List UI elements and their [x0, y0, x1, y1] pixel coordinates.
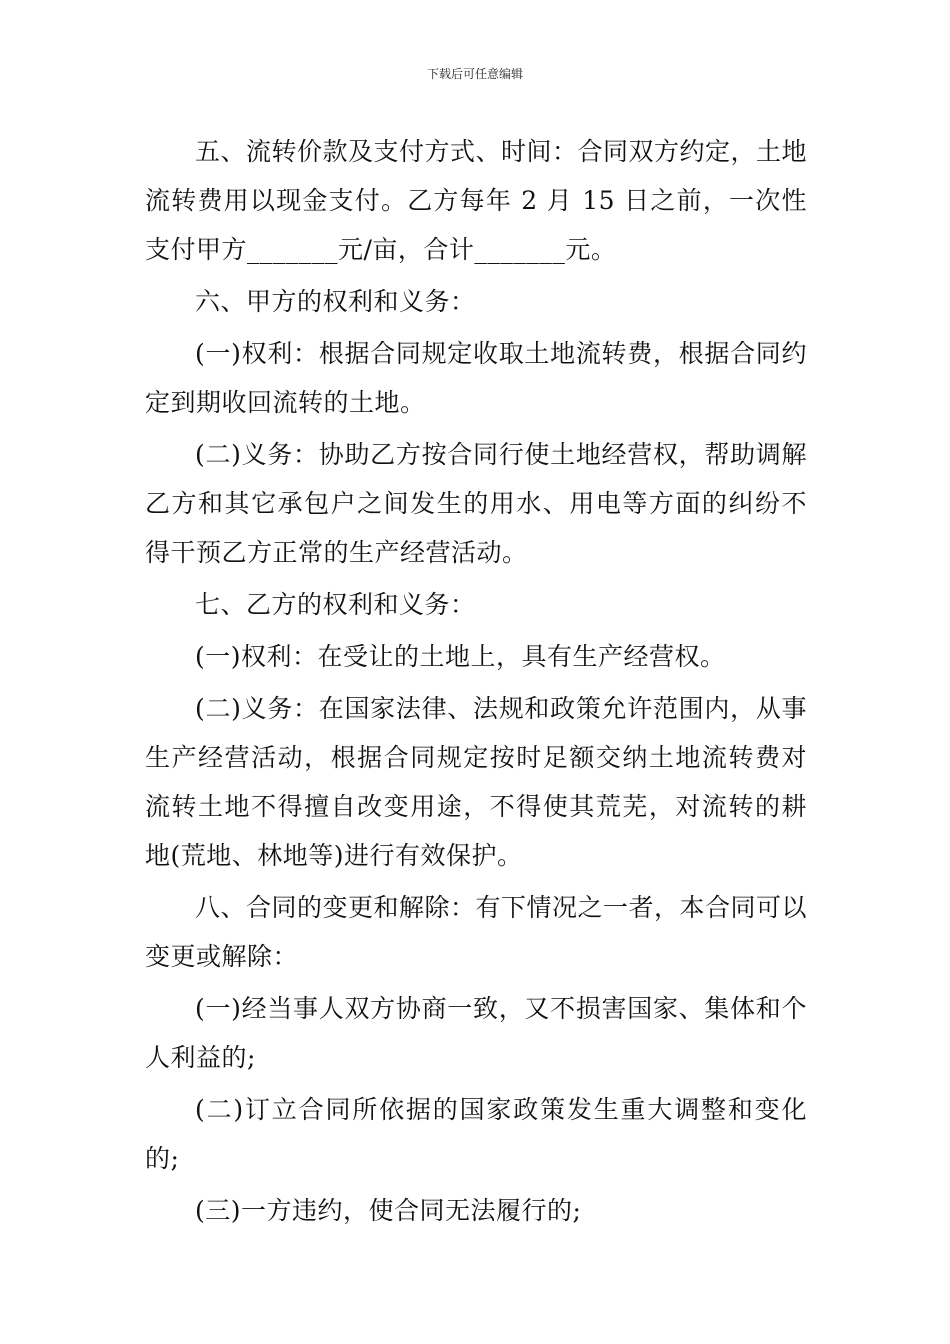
page-header: 下载后可任意编辑 [426, 67, 523, 81]
paragraph-section-7-duties: (二)义务：在国家法律、法规和政策允许范围内，从事生产经营活动，根据合同规定按时足额交纳土地流转费对流转土地不得擅自改变用途，不得使其荒芜，对流转的耕地(荒地、林地等)进行有效保护。 [145, 694, 807, 870]
paragraph-section-8-item-1: (一)经当事人双方协商一致，又不损害国家、集体和个人利益的; [145, 994, 807, 1072]
paragraph-section-6-duties: (二)义务：协助乙方按合同行使土地经营权，帮助调解乙方和其它承包户之间发生的用水、用电等方面的纠纷不得干预乙方正常的生产经营活动。 [145, 440, 807, 567]
paragraph-section-8-item-2: (二)订立合同所依据的国家政策发生重大调整和变化的; [145, 1095, 807, 1173]
paragraph-section-6-rights: (一)权利：根据合同规定收取土地流转费，根据合同约定到期收回流转的土地。 [145, 339, 807, 417]
paragraph-section-6-heading: 六、甲方的权利和义务： [195, 287, 476, 316]
paragraph-section-7-heading: 七、乙方的权利和义务： [195, 590, 476, 619]
paragraph-section-7-rights: (一)权利：在受让的土地上，具有生产经营权。 [195, 642, 726, 671]
paragraph-section-8-item-3: (三)一方违约，使合同无法履行的; [195, 1196, 582, 1225]
paragraph-section-5: 五、流转价款及支付方式、时间：合同双方约定，土地流转费用以现金支付。乙方每年 2 月 15 日之前，一次性支付甲方_______元/亩，合计_______元。 [145, 137, 808, 264]
paragraph-section-8-heading: 八、合同的变更和解除：有下情况之一者，本合同可以变更或解除： [145, 893, 808, 971]
document-body [145, 127, 807, 1235]
